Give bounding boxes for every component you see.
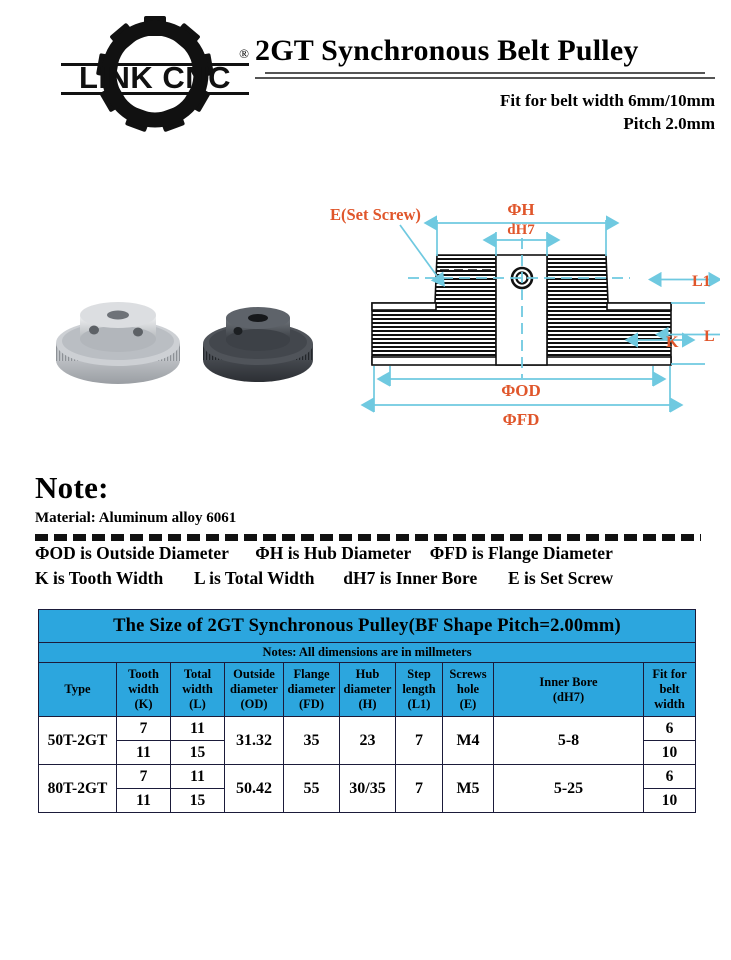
table-row bbox=[39, 765, 696, 789]
title-rule-upper bbox=[265, 72, 705, 74]
cell-screws-hole: M5 bbox=[443, 765, 494, 813]
col-header-step-length: Step length (L1) bbox=[396, 663, 443, 717]
spec-table-container bbox=[38, 609, 695, 813]
label-step-length: L1 bbox=[692, 273, 711, 290]
cell-tooth-width: 11 bbox=[117, 741, 171, 765]
legend-od: ΦOD is Outside Diameter bbox=[35, 543, 229, 563]
product-photos bbox=[50, 288, 320, 408]
cell-outside-diameter: 31.32 bbox=[225, 717, 284, 765]
note-section bbox=[35, 472, 705, 591]
cell-total-width: 11 bbox=[171, 717, 225, 741]
logo-wordmark: LINK CNC bbox=[78, 60, 232, 95]
header-subtitle bbox=[255, 90, 715, 136]
cell-fit-belt-width: 6 bbox=[644, 717, 696, 741]
note-divider bbox=[35, 534, 701, 541]
legend-row-2 bbox=[35, 566, 705, 591]
cell-total-width: 11 bbox=[171, 765, 225, 789]
page-header bbox=[0, 0, 731, 150]
label-inner-bore: dH7 bbox=[507, 222, 535, 238]
cell-inner-bore: 5-25 bbox=[494, 765, 644, 813]
table-notes: Notes: All dimensions are in millmeters bbox=[39, 643, 696, 663]
cell-total-width: 15 bbox=[171, 741, 225, 765]
technical-drawing bbox=[300, 190, 720, 445]
col-header-total-width: Total width (L) bbox=[171, 663, 225, 717]
cell-type: 50T-2GT bbox=[39, 717, 117, 765]
label-outside-diameter: ΦOD bbox=[501, 381, 541, 400]
legend-row-1 bbox=[35, 541, 705, 566]
brand-logo bbox=[55, 14, 255, 134]
photo-pulley-silver bbox=[56, 302, 180, 384]
title-block bbox=[255, 34, 720, 136]
legend-fd: ΦFD is Flange Diameter bbox=[429, 543, 613, 563]
photo-pulley-black bbox=[203, 307, 313, 382]
col-header-screws-hole: Screws hole (E) bbox=[443, 663, 494, 717]
table-row bbox=[39, 717, 696, 741]
gear-icon bbox=[55, 14, 255, 134]
col-header-tooth-width: Tooth width (K) bbox=[117, 663, 171, 717]
spec-table bbox=[38, 609, 696, 813]
label-tooth-width: K bbox=[666, 334, 679, 351]
label-set-screw: E(Set Screw) bbox=[330, 205, 421, 224]
table-title: The Size of 2GT Synchronous Pulley(BF Shape Pitch=2.00mm) bbox=[39, 610, 696, 643]
cell-tooth-width: 7 bbox=[117, 717, 171, 741]
cell-fit-belt-width: 10 bbox=[644, 741, 696, 765]
legend-h: ΦH is Hub Diameter bbox=[255, 543, 411, 563]
subtitle-pitch: Pitch 2.0mm bbox=[623, 113, 715, 133]
cell-outside-diameter: 50.42 bbox=[225, 765, 284, 813]
label-total-width: L bbox=[704, 328, 715, 345]
title-rule-lower bbox=[255, 77, 715, 79]
col-header-fit-for-belt-width: Fit for belt width bbox=[644, 663, 696, 717]
registered-trademark-icon: ® bbox=[239, 46, 249, 61]
cell-screws-hole: M4 bbox=[443, 717, 494, 765]
page-title: 2GT Synchronous Belt Pulley bbox=[255, 34, 639, 67]
col-header-inner-bore: Inner Bore (dH7) bbox=[494, 663, 644, 717]
cell-inner-bore: 5-8 bbox=[494, 717, 644, 765]
legend-dh7: dH7 is Inner Bore bbox=[343, 567, 478, 588]
cell-step-length: 7 bbox=[396, 717, 443, 765]
col-header-flange-diameter: Flange diameter (FD) bbox=[284, 663, 340, 717]
label-flange-diameter: ΦFD bbox=[502, 410, 540, 429]
cell-type: 80T-2GT bbox=[39, 765, 117, 813]
cell-flange-diameter: 55 bbox=[284, 765, 340, 813]
label-hub-diameter: ΦH bbox=[507, 200, 535, 219]
cell-hub-diameter: 23 bbox=[340, 717, 396, 765]
col-header-type: Type bbox=[39, 663, 117, 717]
cell-tooth-width: 11 bbox=[117, 789, 171, 813]
subtitle-belt-width: Fit for belt width 6mm/10mm bbox=[500, 91, 715, 110]
cell-fit-belt-width: 6 bbox=[644, 765, 696, 789]
col-header-hub-diameter: Hub diameter (H) bbox=[340, 663, 396, 717]
cell-tooth-width: 7 bbox=[117, 765, 171, 789]
legend-l: L is Total Width bbox=[194, 567, 315, 588]
note-material: Material: Aluminum alloy 6061 bbox=[35, 510, 237, 526]
cell-total-width: 15 bbox=[171, 789, 225, 813]
legend-e: E is Set Screw bbox=[508, 567, 614, 588]
legend-k: K is Tooth Width bbox=[35, 567, 164, 588]
note-heading: Note: bbox=[35, 470, 109, 505]
cell-fit-belt-width: 10 bbox=[644, 789, 696, 813]
cell-flange-diameter: 35 bbox=[284, 717, 340, 765]
cell-step-length: 7 bbox=[396, 765, 443, 813]
cell-hub-diameter: 30/35 bbox=[340, 765, 396, 813]
col-header-outside-diameter: Outside diameter (OD) bbox=[225, 663, 284, 717]
